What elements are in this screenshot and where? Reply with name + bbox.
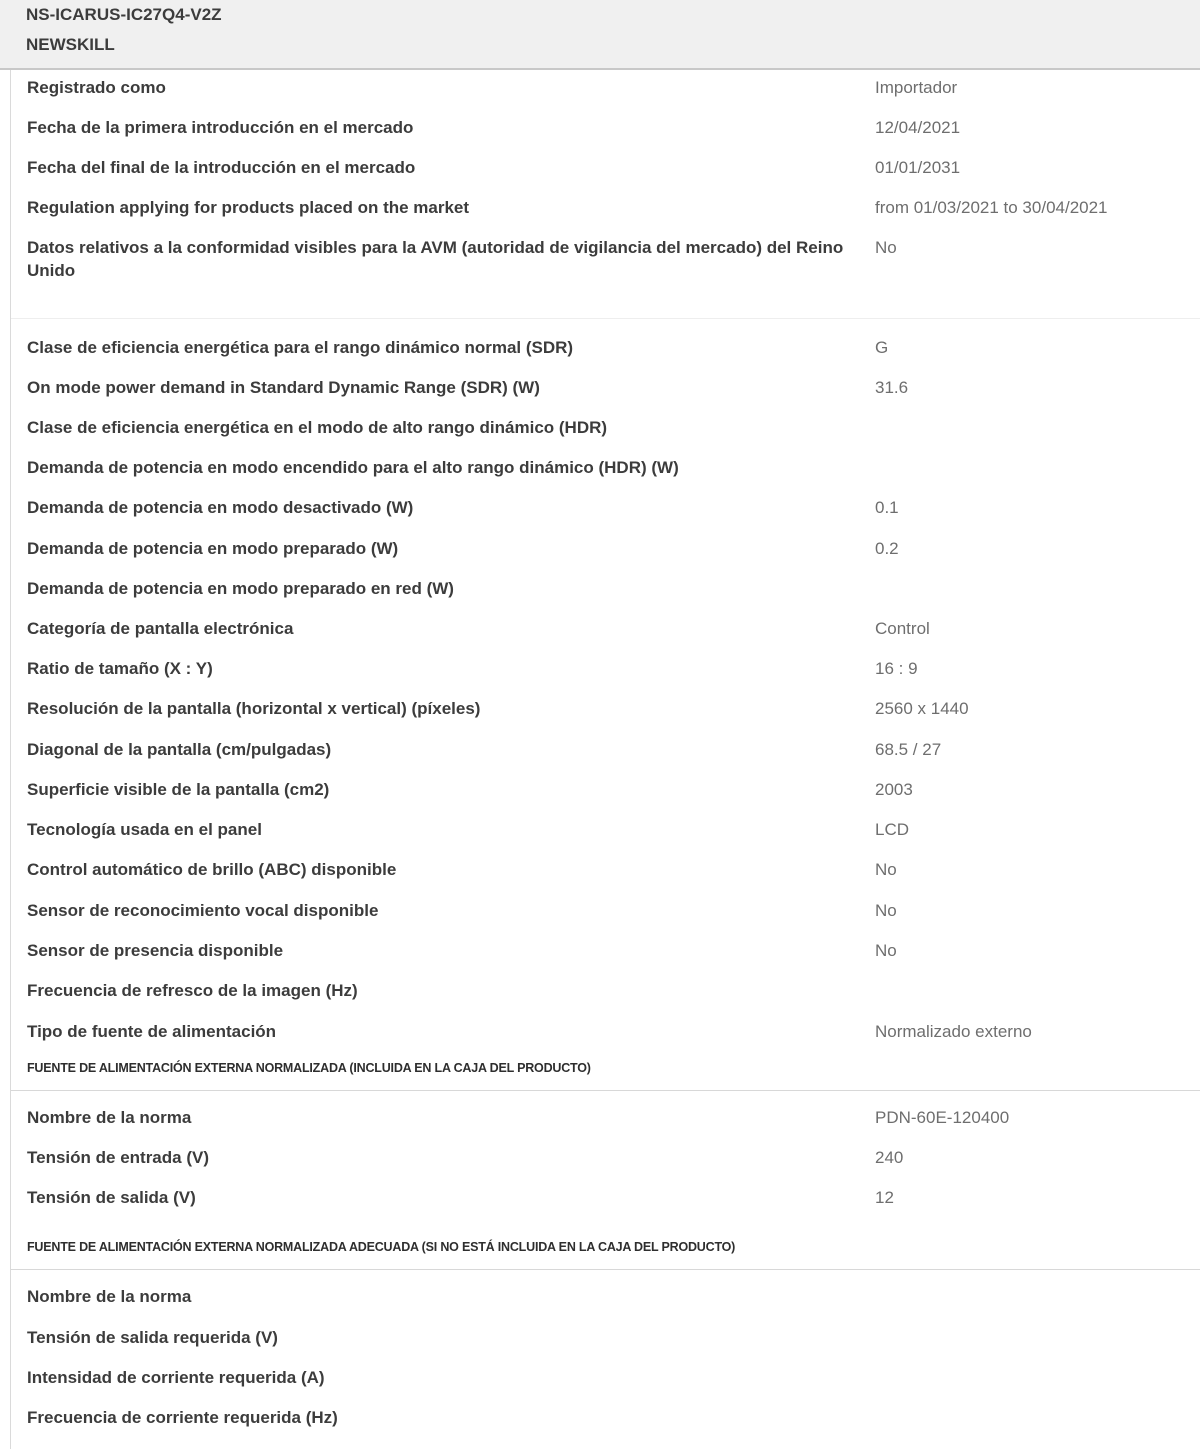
spec-label: Frecuencia de corriente requerida (Hz)	[27, 1408, 338, 1427]
spec-row	[11, 1402, 1200, 1442]
spec-value: No	[875, 238, 897, 257]
spec-value: Normalizado externo	[875, 1022, 1032, 1041]
spec-row	[11, 232, 1200, 302]
section-title: FUENTE DE ALIMENTACIÓN EXTERNA NORMALIZADA ADECUADA (SI NO ESTÁ INCLUIDA EN LA CAJA DEL PRODUCTO)	[27, 1240, 736, 1254]
spec-row	[11, 854, 1200, 894]
spec-value: No	[875, 901, 897, 920]
spec-row	[11, 895, 1200, 935]
spec-value: 0.2	[875, 539, 899, 558]
spec-value: No	[875, 941, 897, 960]
spec-row	[11, 1016, 1200, 1056]
spec-label: Datos relativos a la conformidad visibles para la AVM (autoridad de vigilancia del mercado) del Reino Unido	[27, 238, 844, 280]
spec-label: Tensión de entrada (V)	[27, 1148, 209, 1167]
section-heading-psu-included	[11, 1056, 1200, 1086]
spec-label: Intensidad de corriente requerida (A)	[27, 1368, 325, 1387]
spec-value: 2560 x 1440	[875, 699, 969, 718]
spec-row	[11, 1182, 1200, 1222]
spec-label: Registrado como	[27, 78, 166, 97]
spec-label: Control automático de brillo (ABC) disponible	[27, 860, 397, 879]
spec-label: Categoría de pantalla electrónica	[27, 619, 294, 638]
spec-row	[11, 492, 1200, 532]
spec-value: 240	[875, 1148, 904, 1167]
spec-value: 12/04/2021	[875, 118, 961, 137]
spec-value: No	[875, 860, 897, 879]
spec-label: Regulation applying for products placed on the market	[27, 198, 470, 217]
spec-row	[11, 734, 1200, 774]
section-heading-psu-suitable	[11, 1235, 1200, 1265]
spec-label: Fecha de la primera introducción en el mercado	[27, 118, 414, 137]
spec-value: 12	[875, 1188, 894, 1207]
spec-value: 16 : 9	[875, 659, 918, 678]
spec-label: On mode power demand in Standard Dynamic Range (SDR) (W)	[27, 378, 540, 397]
specs-panel	[10, 70, 1200, 1449]
spec-row	[11, 1281, 1200, 1321]
brand-name: NEWSKILL	[26, 35, 115, 54]
spec-label: Ratio de tamaño (X : Y)	[27, 659, 213, 678]
spec-label: Tensión de salida (V)	[27, 1188, 196, 1207]
spec-label: Demanda de potencia en modo encendido para el alto rango dinámico (HDR) (W)	[27, 458, 679, 477]
spec-row	[11, 573, 1200, 613]
spec-label: Demanda de potencia en modo desactivado (W)	[27, 498, 414, 517]
spec-row	[11, 975, 1200, 1015]
spec-label: Clase de eficiencia energética en el modo de alto rango dinámico (HDR)	[27, 418, 608, 437]
spec-row	[11, 613, 1200, 653]
spec-value: 2003	[875, 780, 913, 799]
spec-value: PDN-60E-120400	[875, 1108, 1010, 1127]
spec-value: 01/01/2031	[875, 158, 961, 177]
spec-value: 68.5 / 27	[875, 740, 942, 759]
section-title: FUENTE DE ALIMENTACIÓN EXTERNA NORMALIZADA (INCLUIDA EN LA CAJA DEL PRODUCTO)	[27, 1061, 591, 1075]
spec-row	[11, 192, 1200, 232]
spec-value: from 01/03/2021 to 30/04/2021	[875, 198, 1108, 217]
spec-value: 0.1	[875, 498, 899, 517]
spec-row	[11, 372, 1200, 412]
section-divider	[11, 318, 1200, 319]
spec-label: Fecha del final de la introducción en el mercado	[27, 158, 416, 177]
spec-label: Demanda de potencia en modo preparado en red (W)	[27, 579, 454, 598]
spec-row	[11, 814, 1200, 854]
model-identifier: NS-ICARUS-IC27Q4-V2Z	[26, 5, 222, 24]
spec-row	[11, 1102, 1200, 1142]
spec-label: Tensión de salida requerida (V)	[27, 1328, 278, 1347]
spec-label: Tecnología usada en el panel	[27, 820, 262, 839]
spec-row	[11, 412, 1200, 452]
spec-row	[11, 332, 1200, 372]
spec-value: Importador	[875, 78, 958, 97]
spec-value: 31.6	[875, 378, 909, 397]
spec-label: Demanda de potencia en modo preparado (W)	[27, 539, 399, 558]
spec-row	[11, 533, 1200, 573]
spec-label: Sensor de reconocimiento vocal disponible	[27, 901, 379, 920]
spec-row	[11, 1142, 1200, 1182]
spec-row	[11, 774, 1200, 814]
spec-value: G	[875, 338, 889, 357]
section-divider	[11, 1269, 1200, 1270]
section-divider	[11, 1090, 1200, 1091]
spec-label: Tipo de fuente de alimentación	[27, 1022, 277, 1041]
spec-label: Nombre de la norma	[27, 1287, 192, 1306]
product-header	[0, 0, 1200, 70]
spec-label: Resolución de la pantalla (horizontal x vertical) (píxeles)	[27, 699, 481, 718]
spec-row	[11, 452, 1200, 492]
spec-label: Sensor de presencia disponible	[27, 941, 284, 960]
spec-row	[11, 693, 1200, 733]
spec-row	[11, 1322, 1200, 1362]
spec-label: Frecuencia de refresco de la imagen (Hz)	[27, 981, 358, 1000]
spec-row	[11, 1362, 1200, 1402]
spec-label: Superficie visible de la pantalla (cm2)	[27, 780, 330, 799]
spec-value: LCD	[875, 820, 910, 839]
spec-row	[11, 935, 1200, 975]
spec-row	[11, 112, 1200, 152]
spec-value: Control	[875, 619, 930, 638]
spec-row	[11, 72, 1200, 112]
spec-label: Clase de eficiencia energética para el rango dinámico normal (SDR)	[27, 338, 574, 357]
spec-label: Diagonal de la pantalla (cm/pulgadas)	[27, 740, 332, 759]
spec-row	[11, 653, 1200, 693]
spec-row	[11, 152, 1200, 192]
spec-label: Nombre de la norma	[27, 1108, 192, 1127]
